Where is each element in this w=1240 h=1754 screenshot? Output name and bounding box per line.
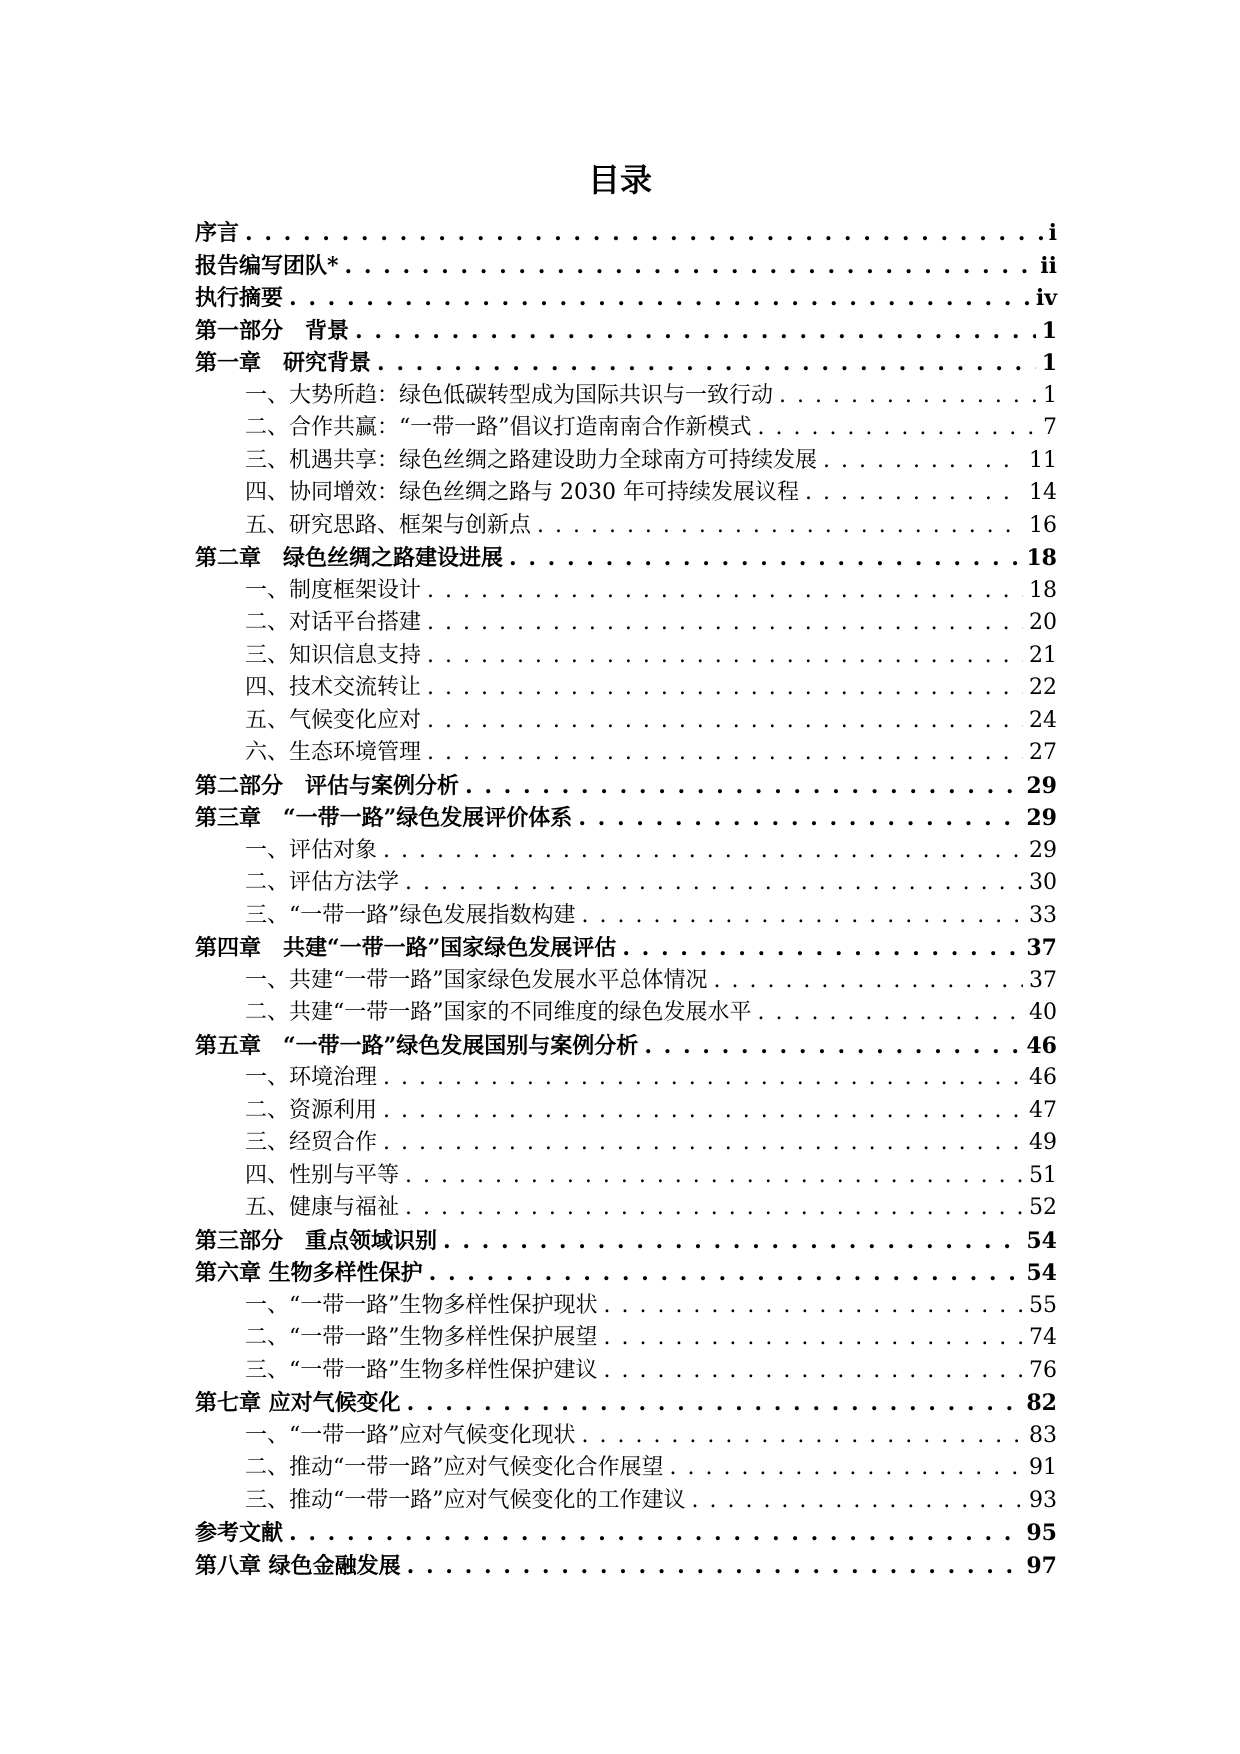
toc-entry-label: 一、环境治理 [245, 1065, 378, 1090]
toc-entry-subsection[interactable] [195, 640, 1057, 673]
toc-entry-label: 一、制度框架设计 [245, 577, 422, 603]
toc-entry-heading[interactable] [195, 1550, 1057, 1583]
toc-entry-page-number: 18 [1026, 545, 1057, 571]
toc-entry-subsection[interactable] [195, 1127, 1057, 1160]
toc-entry-label: 三、知识信息支持 [245, 642, 422, 668]
toc-entry-subsection[interactable] [195, 672, 1057, 705]
toc-entry-label: 四、技术交流转让 [245, 675, 422, 700]
toc-entry-heading[interactable] [195, 347, 1057, 380]
toc-entry-label: 一、大势所趋：绿色低碳转型成为国际共识与一致行动 [245, 382, 774, 408]
toc-entry-label: 执行摘要 [195, 285, 284, 311]
toc-entry-label: 第五章 “一带一路”绿色发展国别与案例分析 [195, 1032, 639, 1059]
toc-entry-page-number: 46 [1026, 1032, 1057, 1059]
toc-entry-label: 第三章 “一带一路”绿色发展评价体系 [195, 805, 573, 831]
toc-entry-heading[interactable] [195, 1225, 1057, 1258]
toc-entry-page-number: 76 [1029, 1357, 1057, 1383]
toc-entry-heading[interactable] [195, 1030, 1057, 1063]
dot-leader [427, 705, 1023, 738]
toc-entry-page-number: 74 [1029, 1325, 1057, 1350]
dot-leader [758, 997, 1024, 1030]
dot-leader [805, 477, 1023, 510]
toc-entry-label: 三、推动“一带一路”应对气候变化的工作建议 [245, 1487, 686, 1513]
toc-entry-page-number: 82 [1026, 1390, 1057, 1416]
toc-entry-label: 参考文献 [195, 1520, 284, 1546]
toc-entry-label: 一、“一带一路”生物多样性保护现状 [245, 1292, 598, 1318]
toc-entry-subsection[interactable] [195, 965, 1057, 998]
toc-entry-page-number: 29 [1026, 772, 1057, 799]
page-title: 目录 [587, 161, 652, 199]
toc-entry-page-number: 37 [1026, 935, 1057, 961]
toc-entry-label: 第七章 应对气候变化 [195, 1390, 401, 1416]
toc-entry-label: 二、资源利用 [245, 1097, 378, 1123]
toc-entry-page-number: 29 [1026, 805, 1057, 831]
dot-leader [427, 575, 1023, 608]
toc-entry-page-number: 46 [1029, 1065, 1057, 1090]
toc-entry-label: 一、评估对象 [245, 837, 378, 863]
toc-entry-page-number: 55 [1029, 1292, 1057, 1318]
toc-entry-page-number: 1 [1041, 317, 1057, 344]
dot-leader [692, 1485, 1024, 1518]
toc-entry-page-number: 83 [1029, 1422, 1057, 1448]
dot-leader [823, 445, 1023, 478]
toc-entry-label: 二、推动“一带一路”应对气候变化合作展望 [245, 1455, 664, 1480]
dot-leader [405, 867, 1023, 900]
toc-entry-subsection[interactable] [195, 1160, 1057, 1193]
toc-entry-subsection[interactable] [195, 1062, 1057, 1095]
toc-entry-page-number: 22 [1029, 675, 1057, 700]
toc-entry-label: 二、评估方法学 [245, 870, 400, 895]
toc-entry-subsection[interactable] [195, 380, 1057, 413]
table-of-contents [195, 217, 1057, 1582]
toc-entry-label: 序言 [195, 220, 240, 246]
toc-entry-label: 五、健康与福祉 [245, 1195, 400, 1220]
dot-leader [604, 1322, 1024, 1355]
toc-entry-label: 五、气候变化应对 [245, 707, 422, 733]
dot-leader [509, 542, 1020, 575]
dot-leader [383, 1127, 1023, 1160]
toc-entry-subsection[interactable] [195, 1290, 1057, 1323]
dot-leader [427, 640, 1023, 673]
dot-leader [582, 900, 1024, 933]
toc-entry-label: 四、性别与平等 [245, 1162, 400, 1188]
dot-leader [427, 607, 1023, 640]
toc-entry-label: 二、“一带一路”生物多样性保护展望 [245, 1325, 598, 1350]
dot-leader [758, 412, 1038, 445]
dot-leader [604, 1290, 1024, 1323]
toc-entry-subsection[interactable] [195, 575, 1057, 608]
dot-leader [429, 1257, 1021, 1290]
toc-entry-subsection[interactable] [195, 607, 1057, 640]
dot-leader [465, 770, 1020, 803]
dot-leader [604, 1355, 1024, 1388]
toc-entry-page-number: 33 [1029, 902, 1057, 928]
toc-entry-label: 第一部分 背景 [195, 317, 350, 344]
toc-entry-heading[interactable] [195, 542, 1057, 575]
dot-leader [578, 802, 1020, 835]
toc-entry-page-number: 95 [1026, 1520, 1057, 1546]
toc-entry-page-number: 11 [1029, 447, 1057, 473]
toc-entry-subsection[interactable] [195, 1322, 1057, 1355]
toc-entry-label: 一、“一带一路”应对气候变化现状 [245, 1422, 576, 1448]
dot-leader [644, 1030, 1020, 1063]
toc-entry-label: 报告编写团队* [195, 252, 339, 279]
toc-entry-subsection[interactable] [195, 1192, 1057, 1225]
toc-entry-page-number: 97 [1026, 1552, 1057, 1579]
toc-entry-label: 第二章 绿色丝绸之路建设进展 [195, 545, 504, 571]
toc-entry-heading[interactable] [195, 1517, 1057, 1550]
dot-leader [355, 315, 1036, 348]
dot-leader [289, 1517, 1020, 1550]
toc-entry-subsection[interactable] [195, 510, 1057, 543]
toc-entry-label: 五、研究思路、框架与创新点 [245, 512, 532, 538]
toc-entry-label: 第八章 绿色金融发展 [195, 1552, 401, 1579]
toc-entry-page-number: 24 [1029, 707, 1057, 733]
toc-entry-page-number: 51 [1029, 1162, 1057, 1188]
toc-entry-heading[interactable] [195, 217, 1057, 250]
dot-leader [405, 1160, 1023, 1193]
toc-entry-subsection[interactable] [195, 1485, 1057, 1518]
dot-leader [405, 1192, 1023, 1225]
toc-entry-page-number: 49 [1029, 1130, 1057, 1155]
dot-leader [670, 1452, 1024, 1485]
dot-leader [345, 250, 1035, 283]
dot-leader [443, 1225, 1020, 1258]
toc-entry-label: 四、协同增效：绿色丝绸之路与 2030 年可持续发展议程 [245, 480, 799, 505]
dot-leader [407, 1387, 1021, 1420]
dot-leader [407, 1550, 1021, 1583]
toc-entry-label: 二、对话平台搭建 [245, 610, 422, 635]
toc-entry-subsection[interactable] [195, 835, 1057, 868]
toc-entry-page-number: 40 [1029, 1000, 1057, 1025]
toc-entry-page-number: iv [1035, 285, 1057, 311]
toc-entry-subsection[interactable] [195, 1095, 1057, 1128]
toc-entry-heading[interactable] [195, 770, 1057, 803]
toc-entry-label: 第一章 研究背景 [195, 350, 372, 376]
toc-entry-page-number: 1 [1041, 350, 1057, 376]
toc-entry-subsection[interactable] [195, 900, 1057, 933]
toc-entry-page-number: 7 [1043, 415, 1057, 440]
dot-leader [779, 380, 1037, 413]
toc-entry-label: 第六章 生物多样性保护 [195, 1260, 423, 1286]
toc-entry-subsection[interactable] [195, 705, 1057, 738]
toc-entry-subsection[interactable] [195, 737, 1057, 770]
dot-leader [427, 737, 1023, 770]
toc-entry-subsection[interactable] [195, 1420, 1057, 1453]
toc-entry-page-number: 18 [1029, 577, 1057, 603]
toc-entry-page-number: 91 [1029, 1455, 1057, 1480]
toc-entry-page-number: i [1048, 220, 1057, 246]
toc-entry-page-number: 47 [1029, 1097, 1057, 1123]
toc-entry-page-number: 27 [1029, 740, 1057, 765]
dot-leader [383, 835, 1023, 868]
toc-entry-label: 二、合作共赢：“一带一路”倡议打造南南合作新模式 [245, 415, 752, 440]
dot-leader [714, 965, 1024, 998]
toc-entry-label: 三、“一带一路”生物多样性保护建议 [245, 1357, 598, 1383]
dot-leader [582, 1420, 1024, 1453]
toc-entry-subsection[interactable] [195, 445, 1057, 478]
toc-entry-page-number: 14 [1029, 480, 1057, 505]
toc-entry-label: 三、“一带一路”绿色发展指数构建 [245, 902, 576, 928]
toc-entry-page-number: 20 [1029, 610, 1057, 635]
toc-entry-subsection[interactable] [195, 412, 1057, 445]
toc-entry-heading[interactable] [195, 1387, 1057, 1420]
toc-entry-heading[interactable] [195, 802, 1057, 835]
toc-entry-page-number: 1 [1043, 382, 1057, 408]
toc-entry-subsection[interactable] [195, 1355, 1057, 1388]
toc-entry-heading[interactable] [195, 932, 1057, 965]
toc-entry-page-number: 16 [1029, 512, 1057, 538]
dot-leader [427, 672, 1023, 705]
toc-entry-subsection[interactable] [195, 477, 1057, 510]
toc-entry-page-number: 52 [1029, 1195, 1057, 1220]
dot-leader [377, 347, 1036, 380]
toc-entry-page-number: 30 [1029, 870, 1057, 895]
toc-entry-page-number: 54 [1026, 1227, 1057, 1254]
dot-leader [383, 1095, 1023, 1128]
toc-entry-page-number: 54 [1026, 1260, 1057, 1286]
toc-entry-label: 第三部分 重点领域识别 [195, 1227, 438, 1254]
toc-entry-heading[interactable] [195, 315, 1057, 348]
toc-entry-label: 三、经贸合作 [245, 1130, 378, 1155]
dot-leader [245, 217, 1043, 250]
toc-entry-heading[interactable] [195, 282, 1057, 315]
dot-leader [383, 1062, 1023, 1095]
toc-entry-page-number: 37 [1029, 967, 1057, 993]
toc-entry-label: 六、生态环境管理 [245, 740, 422, 765]
toc-entry-label: 二、共建“一带一路”国家的不同维度的绿色发展水平 [245, 1000, 752, 1025]
toc-entry-subsection[interactable] [195, 867, 1057, 900]
toc-entry-heading[interactable] [195, 1257, 1057, 1290]
toc-entry-label: 第二部分 评估与案例分析 [195, 772, 460, 799]
toc-entry-page-number: 93 [1029, 1487, 1057, 1513]
toc-entry-label: 三、机遇共享：绿色丝绸之路建设助力全球南方可持续发展 [245, 447, 818, 473]
toc-entry-page-number: 21 [1029, 642, 1057, 668]
toc-entry-label: 一、共建“一带一路”国家绿色发展水平总体情况 [245, 967, 708, 993]
toc-entry-heading[interactable] [195, 250, 1057, 283]
toc-entry-subsection[interactable] [195, 997, 1057, 1030]
toc-entry-label: 第四章 共建“一带一路”国家绿色发展评估 [195, 935, 617, 961]
toc-entry-page-number: ii [1040, 252, 1057, 279]
dot-leader [622, 932, 1020, 965]
dot-leader [537, 510, 1023, 543]
dot-leader [289, 282, 1030, 315]
toc-entry-subsection[interactable] [195, 1452, 1057, 1485]
toc-entry-page-number: 29 [1029, 837, 1057, 863]
